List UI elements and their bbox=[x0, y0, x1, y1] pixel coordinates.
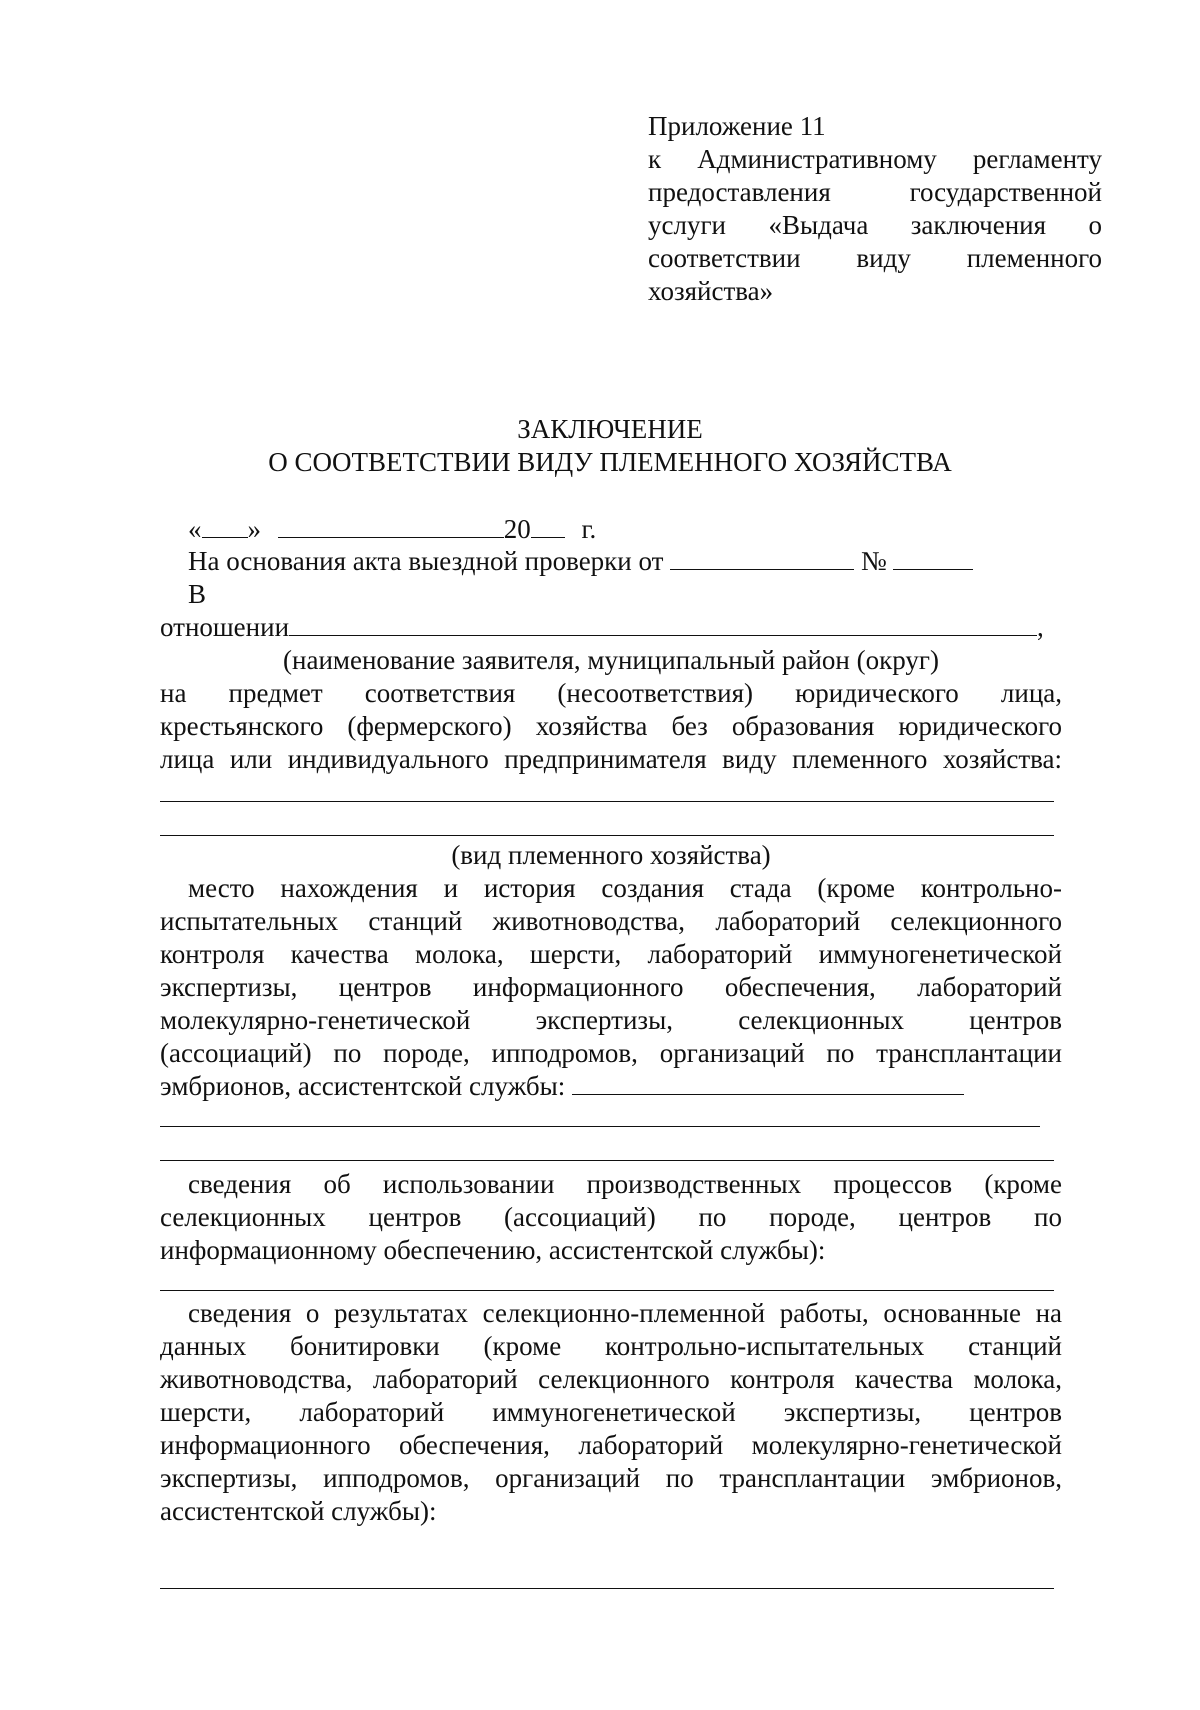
results-line: ассистентской службы): bbox=[160, 1496, 437, 1526]
regarding-line2 bbox=[160, 611, 1060, 644]
year-prefix: 20 bbox=[503, 514, 531, 544]
year-suffix: г. bbox=[581, 514, 597, 544]
results-line: шерсти, лабораторий иммуногенетической экспертизы, центров bbox=[160, 1397, 1062, 1427]
location-paragraph bbox=[160, 872, 1062, 1103]
location-last-line bbox=[160, 1070, 1062, 1103]
results-line: сведения о результатах селекционно-племенной работы, основанные на bbox=[188, 1298, 1062, 1328]
basis-line bbox=[188, 545, 1048, 578]
regarding-line1 bbox=[188, 578, 288, 611]
date-line bbox=[188, 513, 788, 546]
month-blank[interactable] bbox=[278, 513, 504, 538]
subject-line: крестьянского (фермерского) хозяйства без образования юридического bbox=[160, 711, 1062, 741]
production-blank[interactable] bbox=[160, 1290, 1054, 1291]
appendix-number: Приложение 11 bbox=[648, 111, 826, 141]
year-blank[interactable] bbox=[531, 513, 565, 538]
results-line: животноводства, лабораторий селекционного контроля качества молока, bbox=[160, 1364, 1062, 1394]
appendix-line: услуги «Выдача заключения о bbox=[648, 210, 1102, 240]
title-line: О СООТВЕТСТВИИ ВИДУ ПЛЕМЕННОГО ХОЗЯЙСТВА bbox=[268, 447, 952, 477]
subject-paragraph bbox=[160, 677, 1062, 776]
farm-type-line[interactable] bbox=[160, 801, 1054, 802]
subject-line: на предмет соответствия (несоответствия) юридического лица, bbox=[160, 678, 1062, 708]
location-line: молекулярно-генетической экспертизы, селекционных центров bbox=[160, 1005, 1062, 1035]
date-close-quote: » bbox=[247, 514, 261, 544]
regarding-v: В bbox=[188, 579, 207, 609]
day-blank[interactable] bbox=[202, 513, 248, 538]
production-paragraph bbox=[160, 1168, 1062, 1267]
number-sign: № bbox=[860, 546, 887, 576]
appendix-line: к Административному регламенту bbox=[648, 144, 1102, 174]
location-line-blank[interactable] bbox=[160, 1160, 1054, 1161]
location-line: экспертизы, центров информационного обеспечения, лабораторий bbox=[160, 972, 1062, 1002]
location-line: (ассоциаций) по породе, ипподромов, организаций по трансплантации bbox=[160, 1038, 1062, 1068]
appendix-line: хозяйства» bbox=[648, 276, 774, 306]
location-line: эмбрионов, ассистентской службы: bbox=[160, 1071, 566, 1101]
date-open-quote: « bbox=[188, 514, 202, 544]
subject-line: лица или индивидуального предпринимателя виду племенного хозяйства: bbox=[160, 744, 1062, 774]
results-line: информационного обеспечения, лабораторий молекулярно-генетической bbox=[160, 1430, 1062, 1460]
production-line: селекционных центров (ассоциаций) по породе, центров по bbox=[160, 1202, 1062, 1232]
results-line: данных бонитировки (кроме контрольно-испытательных станций bbox=[160, 1331, 1062, 1361]
location-line: испытательных станций животноводства, лабораторий селекционного bbox=[160, 906, 1062, 936]
location-line: место нахождения и история создания стада (кроме контрольно- bbox=[188, 873, 1062, 903]
document-title bbox=[160, 413, 1060, 479]
trailing-comma: , bbox=[1037, 612, 1044, 642]
results-line: экспертизы, ипподромов, организаций по трансплантации эмбрионов, bbox=[160, 1463, 1062, 1493]
inspection-date-blank[interactable] bbox=[670, 545, 854, 570]
appendix-line: предоставления государственной bbox=[648, 177, 1102, 207]
title-line: ЗАКЛЮЧЕНИЕ bbox=[517, 414, 703, 444]
location-line-blank[interactable] bbox=[160, 1126, 1040, 1127]
applicant-blank[interactable] bbox=[289, 611, 1037, 636]
basis-text: На основания акта выездной проверки от bbox=[188, 546, 664, 576]
farm-type-caption-block bbox=[160, 839, 1062, 872]
applicant-caption-block bbox=[160, 644, 1062, 677]
location-line: контроля качества молока, шерсти, лабораторий иммуногенетической bbox=[160, 939, 1062, 969]
applicant-caption: (наименование заявителя, муниципальный район (округ) bbox=[283, 645, 939, 675]
production-line: сведения об использовании производственных процессов (кроме bbox=[188, 1169, 1062, 1199]
farm-type-caption: (вид племенного хозяйства) bbox=[451, 840, 771, 870]
appendix-header bbox=[648, 110, 1102, 308]
results-paragraph bbox=[160, 1297, 1062, 1528]
results-blank[interactable] bbox=[160, 1588, 1054, 1589]
regarding-label: отношении bbox=[160, 612, 290, 642]
inspection-number-blank[interactable] bbox=[893, 545, 973, 570]
production-line: информационному обеспечению, ассистентской службы): bbox=[160, 1235, 826, 1265]
farm-type-line[interactable] bbox=[160, 835, 1054, 836]
location-blank[interactable] bbox=[572, 1070, 964, 1095]
appendix-line: соответствии виду племенного bbox=[648, 243, 1102, 273]
